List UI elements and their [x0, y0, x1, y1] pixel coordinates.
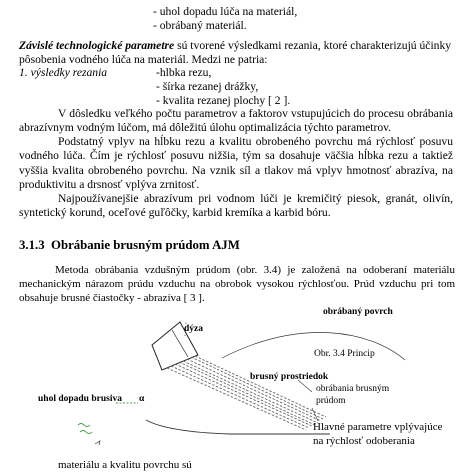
section-title: Obrábanie brusným prúdom AJM [51, 238, 240, 252]
label-alpha: α [139, 394, 145, 404]
label-bottom-text: materiálu a kvalitu povrchu sú [58, 459, 192, 471]
section-text: Metoda obrábania vzdušným prúdom (obr. 3.4) je založená na odoberaní materiálu mechanickým nárazom prúdu vzduchu na obrobok vysokou rýchlosťou. Prúd vzduchu pri tom obsahuje brusné čiastočky - abrazíva [ 3 ]. [19, 264, 455, 305]
label-hlavne-1: Hlavné parametre vplývajúce [313, 421, 443, 433]
tech-params-item-width: - šírka rezanej drážky, [156, 80, 259, 93]
tech-params-rest: sú tvorené výsledkami rezania, ktoré charakterizujú účinky [174, 39, 452, 52]
list-item-angle: - uhol dopadu lúča na materiál, [153, 5, 298, 18]
tech-params-item-quality: - kvalita rezanej plochy [ 2 ]. [156, 94, 291, 107]
tech-params-label: 1. výsledky rezania [19, 66, 108, 79]
label-brusny-prostriedok: brusný prostriedok [250, 372, 329, 382]
tech-params-line2: pôsobenia vodného lúča na materiál. Medzi ne patria: [19, 53, 268, 66]
abrasive-jet [167, 356, 329, 430]
label-obrabany-povrch: obrábaný povrch [323, 307, 393, 317]
tech-params-item-depth: -hlbka rezu, [156, 66, 212, 79]
label-hlavne-2: na rýchlosť odoberania [313, 435, 415, 447]
tech-params-term: Závislé technologické parametre [19, 39, 175, 52]
section-number: 3.1.3 [19, 238, 45, 252]
label-material-prud-2: prúdom [316, 396, 346, 406]
paragraph-optimization: V dôsledku veľkého počtu parametrov a faktorov vstupujúcich do procesu obrábania abrazívnym vodným lúčom, má dôležitú úlohu optimalizácia týchto parametrov. [19, 107, 453, 135]
label-dyza: dýza [184, 324, 203, 334]
figure-caption: Obr. 3.4 Princip [314, 349, 375, 359]
paragraph-abrasives: Najpoužívanejšie abrazívum pri vodnom lúči je kremičitý piesok, granát, olivín, syntetický korund, oceľové guľôčky, karbid kremíka a karbid bóru. [19, 192, 453, 220]
decorative-squiggle [78, 424, 92, 434]
label-uhol-dopadu: uhol dopadu brusiva [38, 394, 122, 404]
paragraph-feed-rate: Podstatný vplyv na hĺbku rezu a kvalitu obrobeného povrchu má rýchlosť posuvu vodného lúča. Čím je rýchlosť posuvu nižšia, tým sa dosahuje väčšia hĺbka rezu a taktiež vyššia kvalita obrobeného povrchu. Na vznik síl a tlakov má vplyv hmotnosť abrazíva, na produktivitu a drsnosť vplýva zrnitosť. [19, 135, 453, 191]
label-material-prud-1: obrábania brusným [316, 384, 390, 394]
small-arrow-mark [95, 441, 100, 445]
list-item-material: - obrábaný materiál. [153, 19, 247, 32]
